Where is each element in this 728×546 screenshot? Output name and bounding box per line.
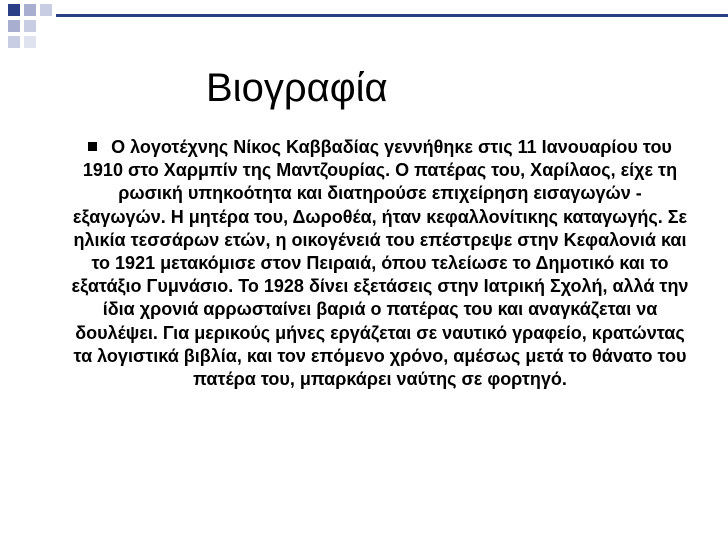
decor-square-icon — [8, 4, 20, 16]
decor-square-icon — [8, 36, 20, 48]
bullet-paragraph — [70, 136, 690, 391]
decorative-squares — [0, 0, 60, 50]
square-bullet-icon — [88, 142, 97, 151]
slide-title: Βιογραφία — [206, 66, 388, 110]
slide-content — [70, 136, 690, 391]
decor-square-icon — [24, 36, 36, 48]
decor-square-icon — [24, 4, 36, 16]
top-rule-line — [56, 14, 728, 17]
decor-square-icon — [40, 4, 52, 16]
decor-square-icon — [8, 20, 20, 32]
paragraph-text: Ο λογοτέχνης Νίκος Καββαδίας γεννήθηκε στις 11 Ιανουαρίου του 1910 στο Χαρμπίν της Μαντζουρίας. Ο πατέρας του, Χαρίλαος, είχε τη ρωσική υπηκοότητα και διατηρούσε επιχείρηση εισαγωγών - εξαγωγών. Η μητέρα του, Δωροθέα, ήταν κεφαλλονίτικης καταγωγής. Σε ηλικία τεσσάρων ετών, η οικογένειά του επέστρεψε στην Κεφαλονιά και το 1921 μετακόμισε στον Πειραιά, όπου τελείωσε το Δημοτικό και το εξατάξιο Γυμνάσιο. Το 1928 δίνει εξετάσεις στην Ιατρική Σχολή, αλλά την ίδια χρονιά αρρωσταίνει βαριά ο πατέρας του και αναγκάζεται να δουλέψει. Για μερικούς μήνες εργάζεται σε ναυτικό γραφείο, κρατώντας τα λογιστικά βιβλία, και τον επόμενο χρόνο, αμέσως μετά το θάνατο του πατέρα του, μπαρκάρει ναύτης σε φορτηγό. — [71, 137, 689, 390]
decor-square-icon — [24, 20, 36, 32]
